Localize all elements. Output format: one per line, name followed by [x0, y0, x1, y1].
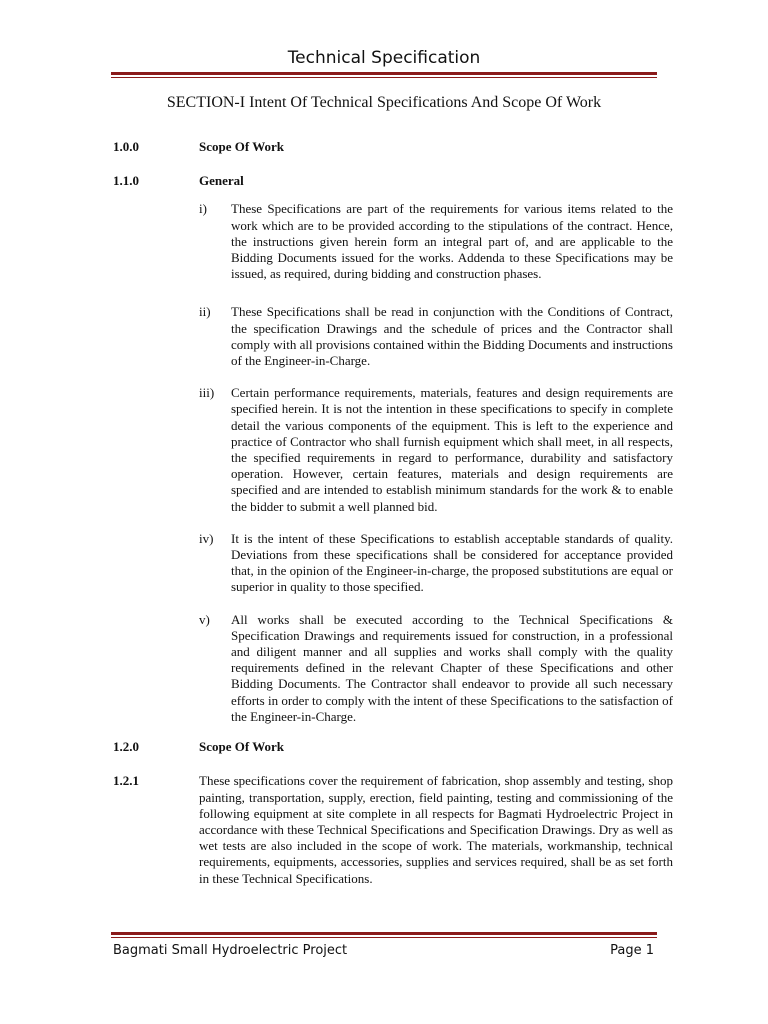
header-divider-thin: [111, 77, 657, 78]
paragraph-1-2-1: [113, 773, 673, 886]
item-numeral: ii): [199, 304, 211, 320]
item-numeral: iv): [199, 530, 214, 546]
heading-title: General: [199, 173, 244, 189]
general-items-list: [113, 201, 673, 725]
heading-1-0-0: [113, 139, 673, 155]
item-text: All works shall be executed according to the Technical Specifications & Specification Drawings and requirements issued for construction, in a professional and diligent manner and all supplies and works shall comply with the quality requirements defined in the relevant Chapter of these Specifications and other Bidding Documents. The Contractor shall endeavor to provide all such necessary efforts in order to comply with the intent of these Specifications to the satisfaction of the Engineer-in-Charge.: [231, 611, 673, 724]
heading-1-2-0: [113, 739, 673, 755]
heading-number: 1.0.0: [113, 139, 139, 154]
item-text: These Specifications are part of the requirements for various items related to the work which are to be provided according to the stipulations of the contract. Hence, the instructions given herein form an integral part of, and are applicable to the Bidding Documents issued for the works. Addenda to these Specifications may be issued, as required, during bidding and construction phases.: [231, 201, 673, 282]
page-header-title: Technical Specification: [287, 48, 481, 68]
list-item: [199, 201, 673, 282]
item-text: It is the intent of these Specifications to establish acceptable standards of quality. Deviations from these specifications shall be considered for acceptance provided that, in the opinion of the Engineer-in-charge, the proposed substitutions are equal or superior in quality to those specified.: [231, 530, 673, 595]
list-item: [199, 304, 673, 369]
footer-divider-thin: [111, 937, 657, 938]
item-text: These Specifications shall be read in conjunction with the Conditions of Contract, the specification Drawings and the schedule of prices and the Contractor shall comply with all provisions contained within the Bidding Documents and instructions of the Engineer-in-Charge.: [231, 304, 673, 369]
heading-number: 1.2.0: [113, 739, 139, 755]
footer-project-name: Bagmati Small Hydroelectric Project: [113, 943, 348, 958]
heading-number: 1.1.0: [113, 173, 139, 189]
list-item: [199, 612, 673, 725]
footer-divider: [111, 932, 657, 935]
header-divider: [111, 72, 657, 75]
paragraph-text: These specifications cover the requirement of fabrication, shop assembly and testing, shop painting, transportation, supply, erection, field painting, testing and commissioning of the following equipment at site complete in all respects for Bagmati Hydroelectric Project in accordance with these Technical Specifications and Specification Drawings. Dry as well as wet tests are also included in the scope of work. The materials, workmanship, technical requirements, equipments, accessories, supplies and services required, shall be as set forth in these Technical Specifications.: [199, 773, 673, 886]
heading-title: Scope Of Work: [199, 139, 284, 154]
item-numeral: v): [199, 611, 210, 627]
heading-title: Scope Of Work: [199, 739, 284, 755]
section-title: SECTION-I Intent Of Technical Specifications And Scope Of Work: [166, 94, 602, 111]
list-item: [199, 531, 673, 596]
footer-page-number: Page 1: [610, 943, 654, 958]
item-numeral: i): [199, 201, 207, 217]
document-body: [113, 139, 673, 887]
list-item: [199, 385, 673, 515]
heading-1-1-0: [113, 173, 673, 189]
item-numeral: iii): [199, 385, 215, 401]
paragraph-number: 1.2.1: [113, 773, 139, 789]
item-text: Certain performance requirements, materials, features and design requirements are specified herein. It is not the intention in these specifications to specify in complete detail the various components of the equipment. This is left to the experience and practice of Contractor who shall furnish equipment which shall meet, in all respects, the specified requirements in regard to performance, durability and satisfactory operation. However, certain features, materials and design requirements are specified and are intended to establish minimum standards for the work & to enable the bidder to submit a well planned bid.: [231, 385, 673, 514]
